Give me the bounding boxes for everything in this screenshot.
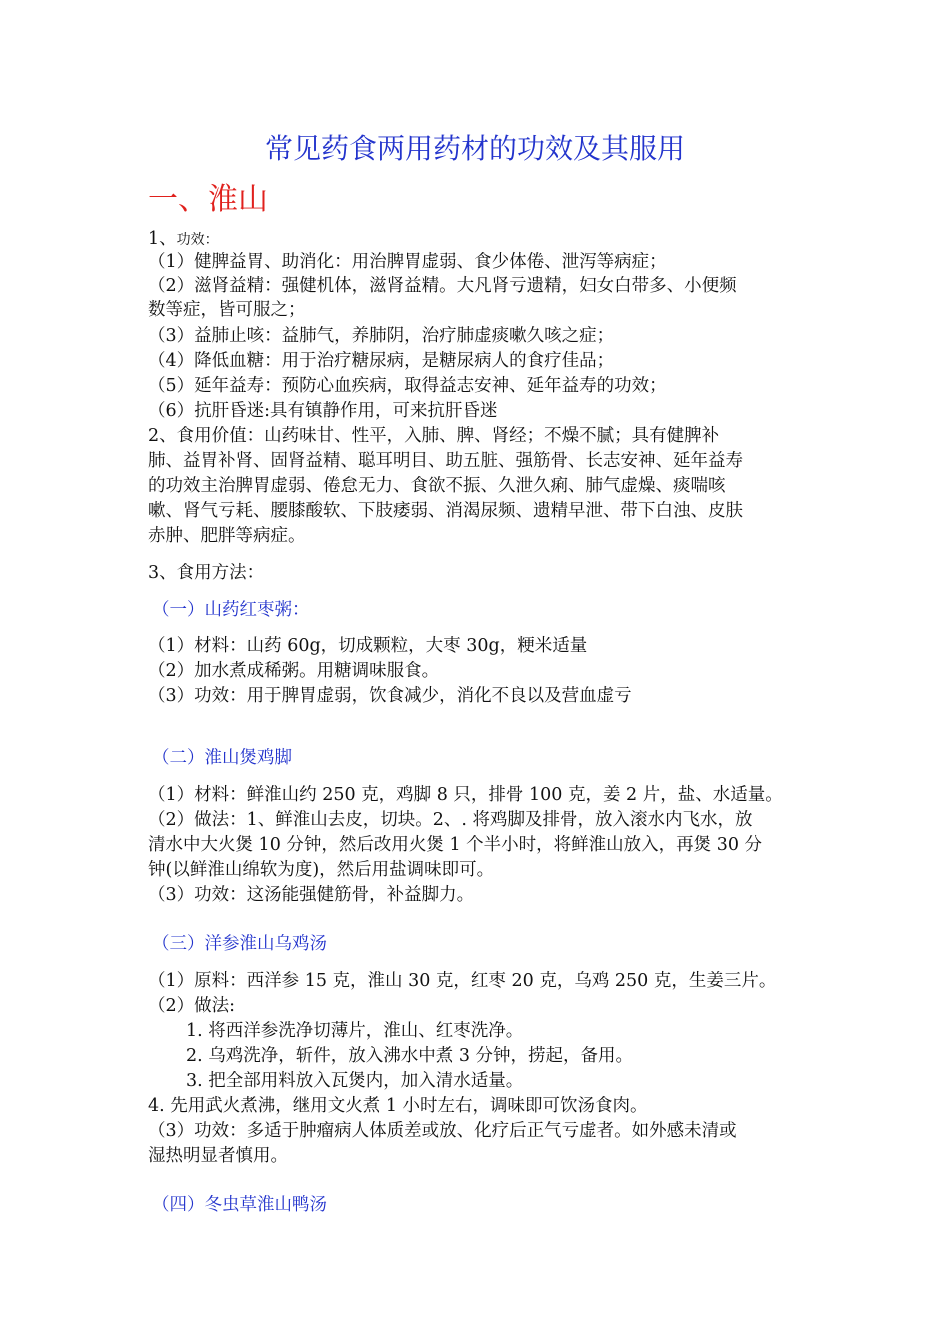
recipe-line: 钟(以鲜淮山绵软为度)，然后用盐调味即可。 <box>148 860 495 880</box>
recipe-title: （四）冬虫草淮山鸭汤 <box>152 1195 327 1215</box>
recipe-step: 2. 乌鸡洗净，斩件，放入沸水中煮 3 分钟，捞起，备用。 <box>186 1046 634 1066</box>
recipe-line: （2）做法: <box>148 996 236 1016</box>
efficacy-item: （6）抗肝昏迷:具有镇静作用，可来抗肝昏迷 <box>148 401 498 421</box>
food-value-line: 的功效主治脾胃虚弱、倦怠无力、食欲不振、久泄久痢、肺气虚燥、痰喘咳 <box>148 476 726 496</box>
efficacy-label-number: 1、 <box>148 229 177 249</box>
efficacy-item-continued: 数等症，皆可服之； <box>148 300 306 320</box>
recipe-line: （3）功效：用于脾胃虚弱，饮食减少，消化不良以及营血虚亏 <box>148 686 632 706</box>
efficacy-item: （2）滋肾益精：强健机体，滋肾益精。大凡肾亏遗精，妇女白带多、小便频 <box>148 276 737 296</box>
efficacy-label <box>148 227 219 252</box>
recipe-line: （2）做法：1、鲜淮山去皮，切块。2、. 将鸡脚及排骨，放入滚水内飞水，放 <box>148 810 753 830</box>
efficacy-item: （1）健脾益胃、助消化：用治脾胃虚弱、食少体倦、泄泻等病症； <box>148 252 667 272</box>
section-heading-huaishan: 一、淮山 <box>148 182 268 217</box>
recipe-line: 湿热明显者慎用。 <box>148 1146 288 1166</box>
food-value-line: 嗽、肾气亏耗、腰膝酸软、下肢痿弱、消渴尿频、遗精早泄、带下白浊、皮肤 <box>148 501 743 521</box>
method-label: 3、食用方法： <box>148 563 265 583</box>
recipe-step: 3. 把全部用料放入瓦煲内，加入清水适量。 <box>186 1071 524 1091</box>
recipe-step: 1. 将西洋参洗净切薄片，淮山、红枣洗净。 <box>186 1021 524 1041</box>
recipe-line: （1）材料：鲜淮山约 250 克，鸡脚 8 只，排骨 100 克，姜 2 片，盐、水适量。 <box>148 785 783 805</box>
food-value-line: 2、食用价值：山药味甘、性平，入肺、脾、肾经；不燥不腻；具有健脾补 <box>148 426 720 446</box>
recipe-line: （3）功效：多适于肿瘤病人体质差或放、化疗后正气亏虚者。如外感未清或 <box>148 1121 737 1141</box>
recipe-title: （一）山药红枣粥： <box>152 600 310 620</box>
recipe-line: （2）加水煮成稀粥。用糖调味服食。 <box>148 661 440 681</box>
recipe-line: 清水中大火煲 10 分钟，然后改用火煲 1 个半小时，将鲜淮山放入，再煲 30 分 <box>148 835 763 855</box>
document-title: 常见药食两用药材的功效及其服用 <box>264 132 685 165</box>
recipe-line: （1）材料：山药 60g，切成颗粒，大枣 30g，粳米适量 <box>148 636 588 656</box>
efficacy-item: （5）延年益寿：预防心血疾病，取得益志安神、延年益寿的功效； <box>148 376 667 396</box>
efficacy-item: （3）益肺止咳：益肺气，养肺阴，治疗肺虚痰嗽久咳之症； <box>148 326 615 346</box>
food-value-line: 赤肿、肥胖等病症。 <box>148 526 306 546</box>
recipe-line: （3）功效：这汤能强健筋骨，补益脚力。 <box>148 885 475 905</box>
food-value-line: 肺、益胃补肾、固肾益精、聪耳明目、助五脏、强筋骨、长志安神、延年益寿 <box>148 451 743 471</box>
efficacy-label-text: 功效： <box>176 232 219 248</box>
efficacy-item: （4）降低血糖：用于治疗糖尿病，是糖尿病人的食疗佳品； <box>148 351 615 371</box>
recipe-title: （三）洋参淮山乌鸡汤 <box>152 934 327 954</box>
recipe-line: 4. 先用武火煮沸，继用文火煮 1 小时左右，调味即可饮汤食肉。 <box>148 1096 648 1116</box>
recipe-line: （1）原料：西洋参 15 克，淮山 30 克，红枣 20 克，乌鸡 250 克，生姜三片。 <box>148 971 777 991</box>
recipe-title: （二）淮山煲鸡脚 <box>152 748 292 768</box>
